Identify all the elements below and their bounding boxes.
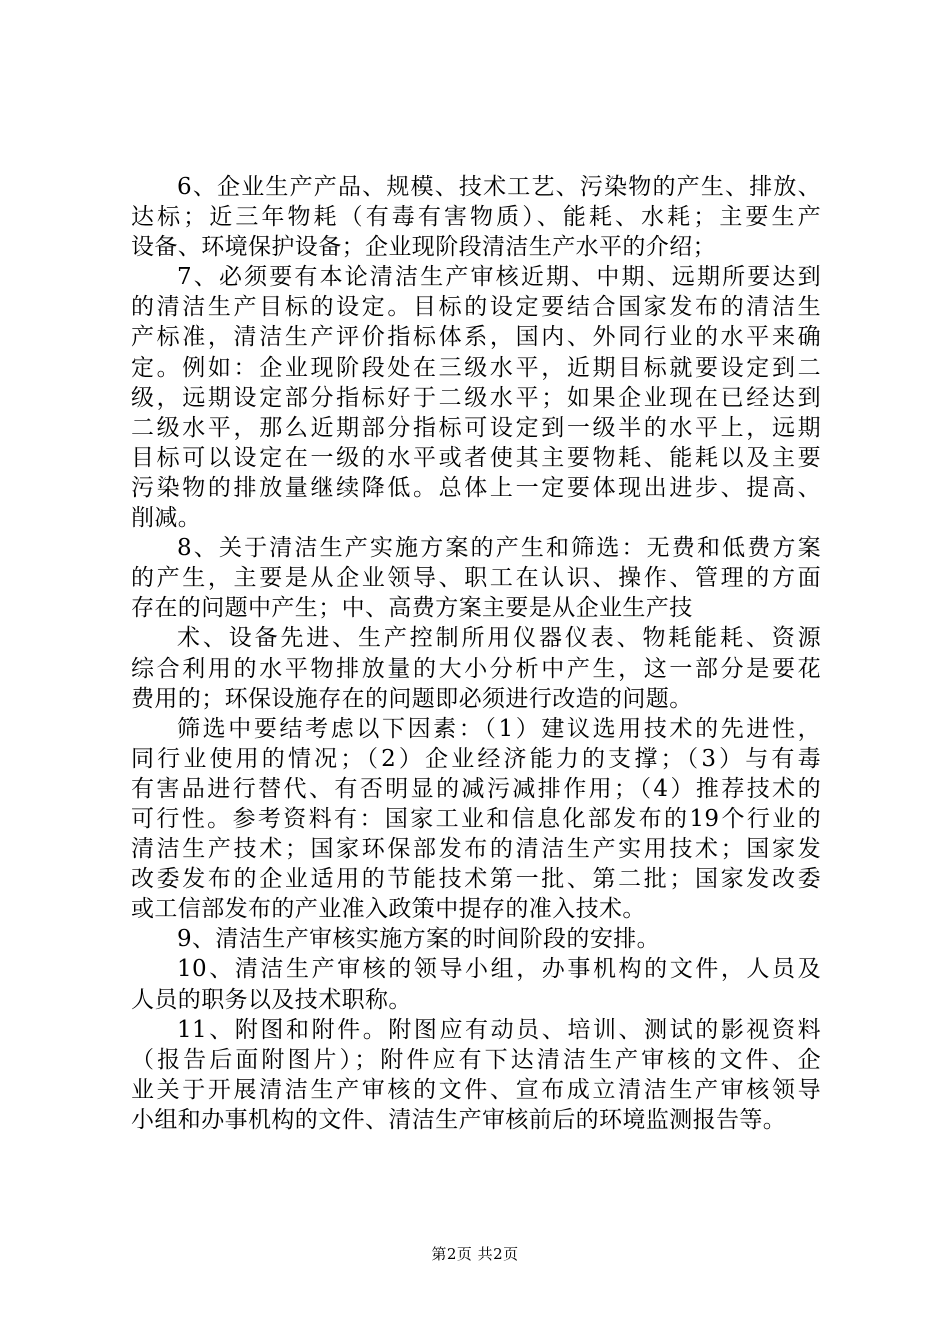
text-line: 筛选中要结考虑以下因素：（1）建议选用技术的先进性， — [177, 715, 821, 742]
text-line: 的产生，主要是从企业领导、职工在认识、操作、管理的方面 — [131, 565, 821, 592]
document-body — [131, 172, 821, 1135]
text-line: 污染物的排放量继续降低。总体上一定要体现出进步、提高、 — [131, 474, 821, 501]
text-line: 同行业使用的情况；（2）企业经济能力的支撑；（3）与有毒 — [131, 745, 821, 772]
text-line: 人员的职务以及技术职称。 — [131, 986, 412, 1013]
text-line: 可行性。参考资料有：国家工业和信息化部发布的19个行业的 — [131, 805, 821, 832]
paragraph-item-7 — [131, 262, 821, 533]
text-line: 10、清洁生产审核的领导小组，办事机构的文件，人员及 — [177, 956, 821, 983]
text-line: 设备、环境保护设备；企业现阶段清洁生产水平的介绍； — [131, 234, 716, 261]
text-line: 达标；近三年物耗（有毒有害物质）、能耗、水耗；主要生产 — [131, 204, 821, 231]
text-line: 二级水平，那么近期部分指标可设定到一级半的水平上，远期 — [131, 414, 821, 441]
text-line: （报告后面附图片）；附件应有下达清洁生产审核的文件、企 — [131, 1046, 821, 1073]
text-line: 削减。 — [131, 505, 202, 532]
text-line: 改委发布的企业适用的节能技术第一批、第二批；国家发改委 — [131, 866, 821, 893]
paragraph-item-8-continued — [131, 623, 821, 713]
paragraph-item-11 — [131, 1015, 821, 1135]
text-line: 或工信部发布的产业准入政策中提存的准入技术。 — [131, 896, 646, 923]
text-line: 清洁生产技术；国家环保部发布的清洁生产实用技术；国家发 — [131, 836, 821, 863]
text-line: 11、附图和附件。附图应有动员、培训、测试的影视资料 — [177, 1016, 821, 1043]
text-line: 的清洁生产目标的设定。目标的设定要结合国家发布的清洁生 — [131, 294, 821, 321]
paragraph-screening-factors — [131, 714, 821, 925]
text-line: 8、关于清洁生产实施方案的产生和筛选：无费和低费方案 — [177, 535, 821, 562]
paragraph-item-10 — [131, 954, 821, 1014]
text-line: 目标可以设定在一级的水平或者使其主要物耗、能耗以及主要 — [131, 444, 821, 471]
text-line: 存在的问题中产生；中、高费方案主要是从企业生产技 — [131, 595, 693, 622]
text-line: 定。例如：企业现阶段处在三级水平，近期目标就要设定到二 — [131, 354, 821, 381]
text-line: 小组和办事机构的文件、清洁生产审核前后的环境监测报告等。 — [131, 1106, 787, 1133]
text-line: 业关于开展清洁生产审核的文件、宣布成立清洁生产审核领导 — [131, 1076, 821, 1103]
paragraph-item-8 — [131, 533, 821, 623]
text-line: 术、设备先进、生产控制所用仪器仪表、物耗能耗、资源 — [177, 625, 821, 652]
text-line: 综合利用的水平物排放量的大小分析中产生，这一部分是要花 — [131, 655, 821, 682]
page-number-footer: 第2页 共2页 — [431, 1245, 519, 1263]
text-line: 6、企业生产产品、规模、技术工艺、污染物的产生、排放、 — [177, 174, 821, 200]
text-line: 产标准，清洁生产评价指标体系，国内、外同行业的水平来确 — [131, 324, 821, 351]
text-line: 9、清洁生产审核实施方案的时间阶段的安排。 — [177, 926, 661, 953]
paragraph-item-9 — [131, 924, 821, 954]
text-line: 费用的；环保设施存在的问题即必须进行改造的问题。 — [131, 685, 693, 712]
text-line: 有害品进行替代、有否明显的减污减排作用；（4）推荐技术的 — [131, 775, 821, 802]
text-line: 7、必须要有本论清洁生产审核近期、中期、远期所要达到 — [177, 264, 821, 291]
text-line: 级，远期设定部分指标好于二级水平；如果企业现在已经达到 — [131, 384, 821, 411]
paragraph-item-6 — [131, 172, 821, 262]
